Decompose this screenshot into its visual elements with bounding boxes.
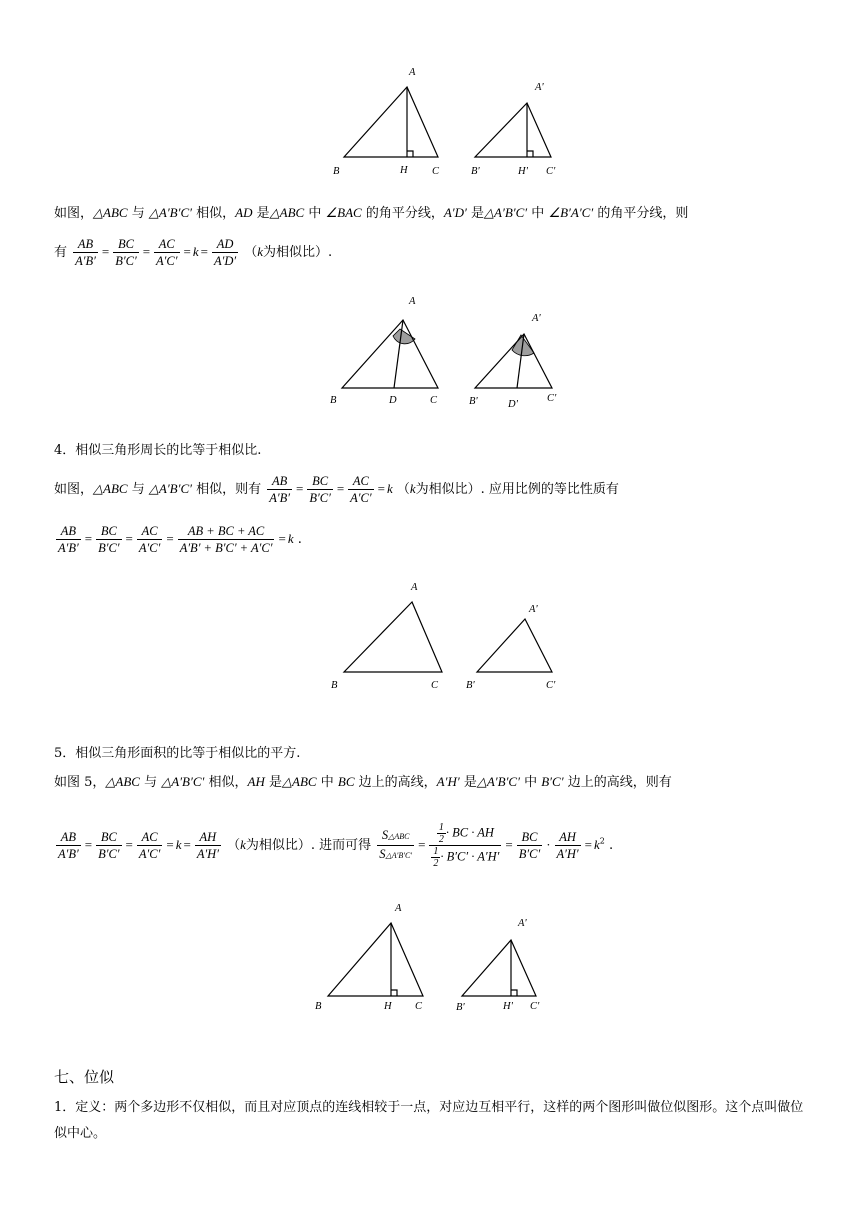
label-a-prime: A'	[535, 82, 544, 93]
figure-altitude-bottom	[310, 895, 560, 1020]
area-formula: $\frac{AB}{A'B'}$ = $\frac{BC}{B'C'}$ = $\frac{AC}{A'C'}$ = k = $\frac{AH}{A'H'}$ （k为相似比）. 进而可得 $\frac{\text{S△ABC}}{S\triangle A'B'C'}$ = $\frac{1}{2}$ · BC · AH $\frac{1}{2}$ · B′C′ · A′H′ = $\frac{BC}{B'C'}$ · $\frac{AH}{A'H'}$ = $k^2$ .	[58, 822, 614, 869]
label-b: B	[330, 395, 337, 406]
frac-bc: $\frac{BC}{B'C'}$	[115, 237, 137, 268]
label-a-prime: A'	[529, 604, 538, 615]
section-4-title: 4．相似三角形周长的比等于相似比.	[54, 443, 262, 458]
label-c: C	[432, 166, 440, 177]
label-d: D	[389, 395, 397, 406]
perimeter-paragraph: 如图，△ABC 与 △A′B′C′ 相似，则有 $\frac{AB}{A'B'}$ = $\frac{BC}{B'C'}$ = $\frac{AC}{A'C'}$ = k （k为相似比）. 应用比例的等比性质有	[54, 474, 619, 505]
label-c-prime: C'	[546, 166, 556, 177]
label-c: C	[430, 395, 438, 406]
frac-area-ratio: $\frac{\text{S△ABC}}{S\triangle A'B'C'}$	[379, 828, 413, 861]
label-h: H	[400, 165, 408, 176]
label-h: H	[384, 1001, 392, 1012]
label-b: B	[315, 1001, 322, 1012]
perimeter-formula: $\frac{AB}{A'B'}$ = $\frac{BC}{B'C'}$ = $\frac{AC}{A'C'}$ = $\frac{AB + BC + AC}{A'B' + B'C' + A'C'}$ = k .	[58, 524, 302, 555]
label-a: A	[411, 582, 418, 593]
bisector-formula: 有 $\frac{AB}{A'B'}$ = $\frac{BC}{B'C'}$ = $\frac{AC}{A'C'}$ = k = $\frac{AD}{A'D'}$ （k为相似比）.	[54, 237, 333, 268]
label-d-prime: D'	[508, 399, 518, 410]
label-c-prime: C'	[547, 393, 557, 404]
bisector-paragraph-line1: 如图，△ABC 与 △A′B′C′ 相似，AD 是△ABC 中 ∠BAC 的角平分线，A′D′ 是△A′B′C′ 中 ∠B′A′C′ 的角平分线，则	[54, 205, 689, 221]
frac-ab: $\frac{AB}{A'B'}$	[75, 237, 96, 268]
section-5-title: 5．相似三角形面积的比等于相似比的平方.	[54, 746, 301, 761]
label-b: B	[331, 680, 338, 691]
figure-angle-bisector	[325, 290, 575, 415]
label-a-prime: A'	[518, 918, 527, 929]
label-b-prime: B'	[471, 166, 480, 177]
label-c-prime: C'	[530, 1001, 540, 1012]
label-h-prime: H'	[518, 166, 528, 177]
label-h-prime: H'	[503, 1001, 513, 1012]
label-b-prime: B'	[469, 396, 478, 407]
label-c-prime: C'	[546, 680, 556, 691]
area-paragraph: 如图 5，△ABC 与 △A′B′C′ 相似，AH 是△ABC 中 BC 边上的高线，A′H′ 是△A′B′C′ 中 B′C′ 边上的高线，则有	[54, 774, 672, 790]
figure-altitude-top	[325, 60, 575, 185]
triangle-abc	[344, 87, 438, 157]
section-7-heading: 七、位似	[54, 1068, 115, 1086]
label-b: B	[333, 166, 340, 177]
figure-perimeter	[325, 578, 575, 693]
label-a: A	[409, 296, 416, 307]
label-a-prime: A'	[532, 313, 541, 324]
label-a: A	[395, 903, 402, 914]
label-b-prime: B'	[466, 680, 475, 691]
frac-area-half: $\frac{1}{2}$ · BC · AH $\frac{1}{2}$ · B′C′ · A′H′	[429, 822, 501, 869]
label-b-prime: B'	[456, 1002, 465, 1013]
frac-ac: $\frac{AC}{A'C'}$	[156, 237, 178, 268]
label-a: A	[409, 67, 416, 78]
frac-sum: $\frac{AB + BC + AC}{A'B' + B'C' + A'C'}$	[179, 524, 273, 555]
homothety-definition: 1．定义：两个多边形不仅相似，而且对应顶点的连线相较于一点，对应边互相平行，这样的两个图形叫做位似图形。这个点叫做位似中心。	[54, 1100, 804, 1141]
label-c: C	[431, 680, 439, 691]
triangle-abc-prime	[475, 103, 551, 157]
label-c: C	[415, 1001, 423, 1012]
frac-ad: $\frac{AD}{A'D'}$	[213, 237, 237, 268]
